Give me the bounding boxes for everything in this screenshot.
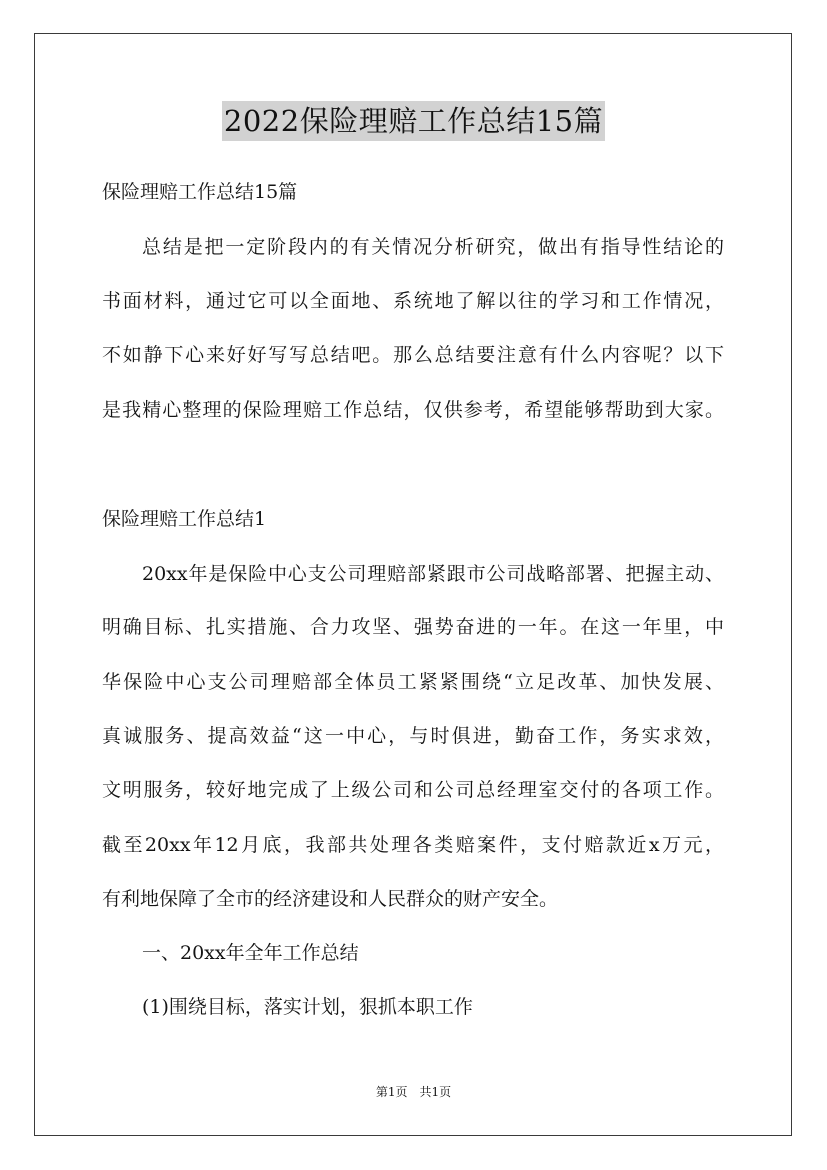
title-container — [0, 101, 827, 141]
section-heading: 保险理赔工作总结1 — [102, 508, 267, 530]
body-line: 华保险中心支公司理赔部全体员工紧紧围绕“立足改革、加快发展、 — [102, 671, 724, 693]
intro-line: 是我精心整理的保险理赔工作总结，仅供参考，希望能够帮助到大家。 — [102, 399, 724, 421]
body-line: 真诚服务、提高效益“这一中心，与时俱进，勤奋工作，务实求效， — [102, 725, 724, 747]
body-line: 明确目标、扎实措施、合力攻坚、强势奋进的一年。在这一年里，中 — [102, 616, 724, 638]
outline-subheading: (1)围绕目标，落实计划，狠抓本职工作 — [142, 996, 473, 1018]
outline-heading: 一、20xx年全年工作总结 — [142, 942, 359, 964]
page-number: 第1页 共1页 — [375, 1085, 452, 1099]
body-line: 文明服务，较好地完成了上级公司和公司总经理室交付的各项工作。 — [102, 779, 724, 801]
body-line: 截至20xx年12月底，我部共处理各类赔案件，支付赔款近x万元， — [102, 834, 724, 856]
intro-line: 总结是把一定阶段内的有关情况分析研究，做出有指导性结论的 — [142, 236, 724, 258]
body-line: 20xx年是保险中心支公司理赔部紧跟市公司战略部署、把握主动、 — [142, 563, 724, 585]
intro-line: 书面材料，通过它可以全面地、系统地了解以往的学习和工作情况， — [102, 290, 724, 312]
body-line: 有利地保障了全市的经济建设和人民群众的财产安全。 — [102, 888, 559, 910]
document-subtitle: 保险理赔工作总结15篇 — [102, 181, 298, 203]
intro-line: 不如静下心来好好写写总结吧。那么总结要注意有什么内容呢？以下 — [102, 344, 724, 366]
document-title: 2022保险理赔工作总结15篇 — [222, 101, 605, 141]
